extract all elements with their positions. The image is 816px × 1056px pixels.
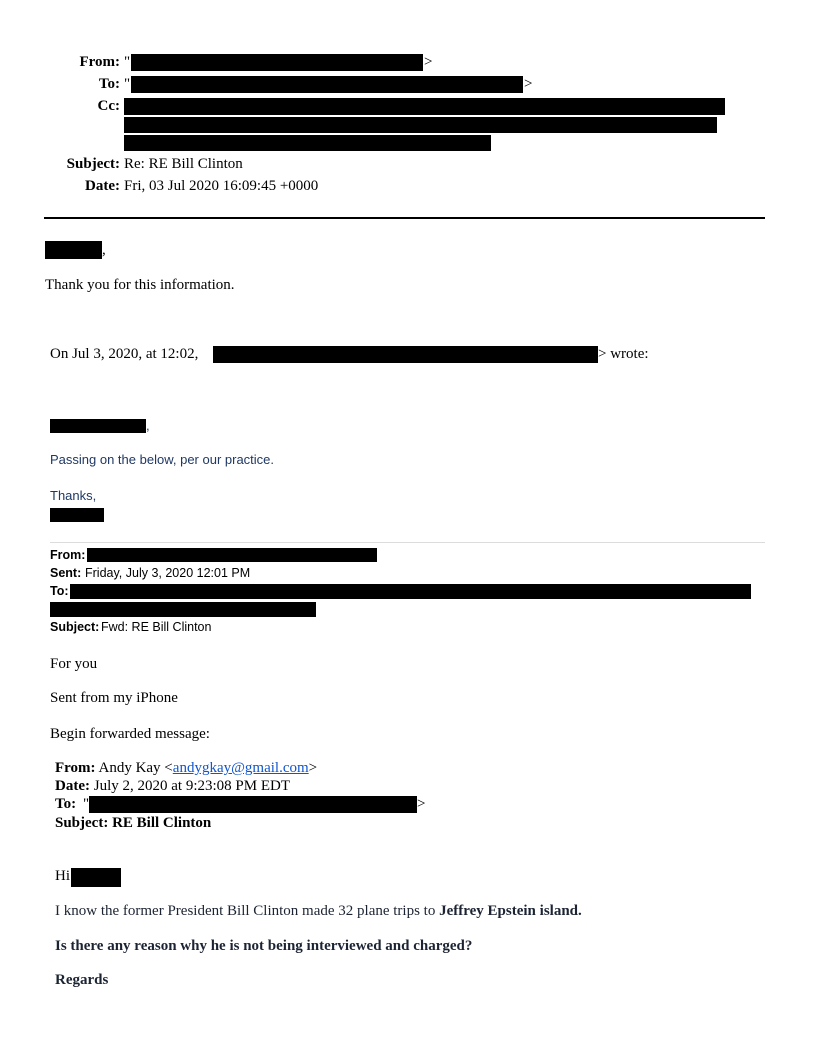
orig-line1 bbox=[55, 903, 582, 920]
redaction-cc-1 bbox=[124, 98, 725, 115]
redaction-to bbox=[131, 76, 523, 93]
redaction-fwd-to-2 bbox=[50, 602, 316, 617]
redaction-quoted-greeting bbox=[50, 419, 146, 433]
to-quote: " bbox=[124, 76, 131, 92]
reply-greeting-comma: , bbox=[102, 242, 106, 258]
fwd-sent-value: Friday, July 3, 2020 12:01 PM bbox=[85, 566, 251, 580]
fwd-line1: For you bbox=[50, 656, 98, 672]
fwd-to-label: To: bbox=[50, 584, 69, 598]
redaction-fwd-from bbox=[87, 548, 377, 562]
fwd-subject-value: Fwd: RE Bill Clinton bbox=[101, 620, 212, 634]
redaction-fwd-to-1 bbox=[70, 584, 751, 599]
subject-value: Re: RE Bill Clinton bbox=[124, 156, 243, 172]
redaction-quoted-sender bbox=[213, 346, 598, 363]
header-divider bbox=[44, 217, 765, 219]
quoted-intro-wrote: > wrote: bbox=[598, 346, 649, 362]
orig-to-close: > bbox=[417, 796, 426, 812]
from-label: From: bbox=[79, 54, 120, 70]
date-value: Fri, 03 Jul 2020 16:09:45 +0000 bbox=[124, 178, 319, 194]
orig-line1-text: I know the former President Bill Clinton made 32 plane trips to bbox=[55, 903, 440, 919]
quoted-intro: On Jul 3, 2020, at 12:02, bbox=[50, 346, 199, 362]
from-quote: " bbox=[124, 54, 131, 70]
orig-from-label: From: bbox=[55, 760, 96, 776]
to-label: To: bbox=[98, 76, 120, 92]
date-label: Date: bbox=[85, 178, 120, 194]
to-close: > bbox=[524, 76, 533, 92]
orig-line2: Is there any reason why he is not being interviewed and charged? bbox=[55, 938, 473, 954]
orig-to-label: To: bbox=[55, 796, 77, 812]
orig-date-line bbox=[55, 778, 290, 795]
orig-greeting: Hi bbox=[55, 868, 70, 884]
orig-line1-bold: Jeffrey Epstein island. bbox=[439, 903, 582, 919]
quoted-line1: Passing on the below, per our practice. bbox=[50, 452, 275, 467]
orig-from-email-link[interactable]: andygkay@gmail.com bbox=[172, 760, 309, 776]
fwd-subject-label: Subject: bbox=[50, 620, 100, 634]
fwd-line2: Sent from my iPhone bbox=[50, 690, 178, 706]
orig-date-value: July 2, 2020 at 9:23:08 PM EDT bbox=[93, 778, 290, 794]
orig-to-quote: " bbox=[83, 796, 90, 812]
fwd-line3: Begin forwarded message: bbox=[50, 726, 210, 742]
from-close: > bbox=[424, 54, 433, 70]
reply-body: Thank you for this information. bbox=[45, 277, 235, 293]
redaction-orig-to bbox=[89, 796, 417, 813]
redaction-greeting-name bbox=[45, 241, 102, 259]
orig-closing: Regards bbox=[55, 972, 109, 988]
subject-label: Subject: bbox=[66, 156, 120, 172]
fwd-from-label: From: bbox=[50, 548, 86, 562]
fwd-sent-label: Sent: bbox=[50, 566, 82, 580]
redaction-cc-2 bbox=[124, 117, 717, 133]
orig-from-name: Andy Kay < bbox=[98, 760, 173, 776]
orig-from-close: > bbox=[308, 760, 318, 776]
redaction-cc-3 bbox=[124, 135, 491, 151]
redaction-orig-greeting-name bbox=[71, 868, 121, 887]
orig-from-line bbox=[55, 760, 317, 777]
forward-divider bbox=[50, 542, 765, 543]
redaction-from bbox=[131, 54, 423, 71]
redaction-quoted-signature bbox=[50, 508, 104, 522]
quoted-thanks: Thanks, bbox=[50, 488, 97, 503]
orig-date-label: Date: bbox=[55, 778, 90, 794]
orig-subject: Subject: RE Bill Clinton bbox=[55, 815, 212, 831]
cc-label: Cc: bbox=[97, 98, 120, 114]
quoted-greeting-comma: , bbox=[146, 418, 150, 433]
